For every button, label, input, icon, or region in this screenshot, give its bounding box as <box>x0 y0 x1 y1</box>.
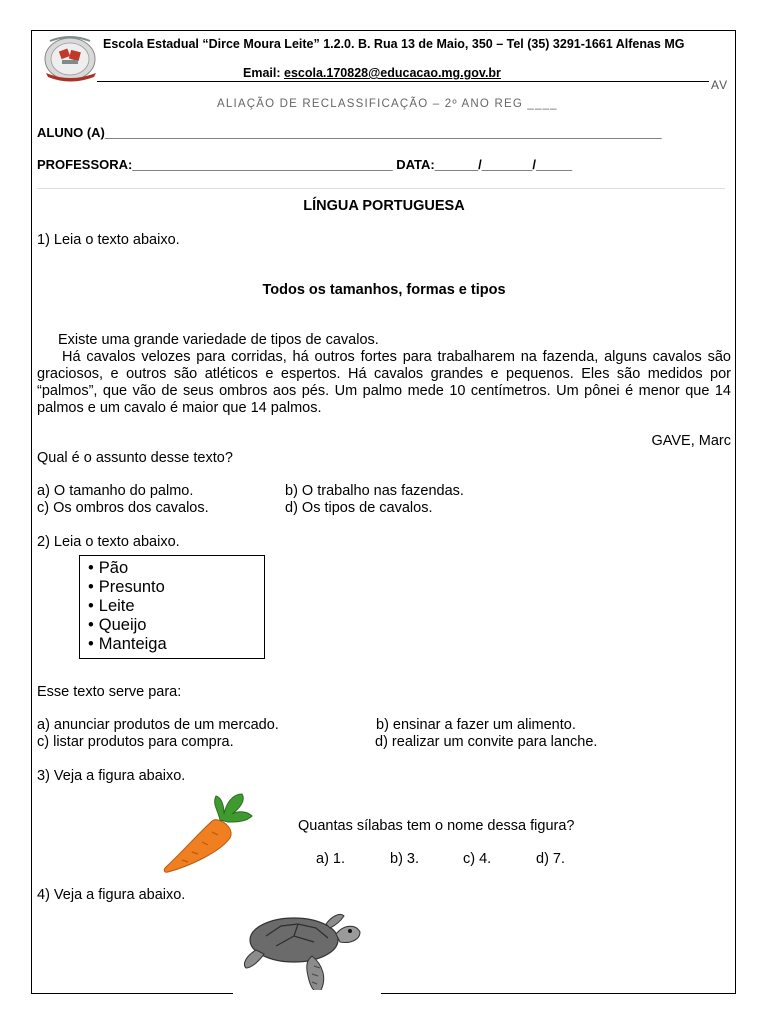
q3-question: Quantas sílabas tem o nome dessa figura? <box>298 818 575 834</box>
q1-prompt: 1) Leia o texto abaixo. <box>37 232 180 248</box>
evaluation-title: ALIAÇÃO DE RECLASSIFICAÇÃO – 2º ANO REG ____ <box>217 98 558 110</box>
q1-option-c[interactable]: c) Os ombros dos cavalos. <box>37 500 209 516</box>
turtle-image <box>236 906 366 996</box>
av-tag: AV <box>711 78 729 92</box>
q1-author: GAVE, Marc <box>651 433 731 449</box>
list-item: • Manteiga <box>88 635 264 654</box>
list-item: • Queijo <box>88 616 264 635</box>
q1-option-a[interactable]: a) O tamanho do palmo. <box>37 483 194 499</box>
q2-option-d[interactable]: d) realizar um convite para lanche. <box>375 734 598 750</box>
q3-option-c[interactable]: c) 4. <box>463 851 492 867</box>
student-line[interactable]: _____________________________________________________________________________ <box>104 125 662 140</box>
image-caption-gap <box>233 990 381 998</box>
q1-paragraph-2: Há cavalos velozes para corridas, há outros fortes para trabalharem na fazenda, alguns cavalos são graciosos, e outros são atléticos e espertos. Há cavalos grandes e pequenos. Eles são medidos por “palmos”, que vão de seus ombros aos pés. Um palmo mede 10 centímetros. Um pônei é menor que 14 palmos e um cavalo é maior que 14 palmos. <box>37 349 731 416</box>
school-info: Escola Estadual “Dirce Moura Leite” 1.2.0. B. Rua 13 de Maio, 350 – Tel (35) 3291-1661 Alfenas MG <box>103 37 685 51</box>
teacher-date-field[interactable] <box>37 157 572 172</box>
student-label: ALUNO (A) <box>37 125 105 140</box>
email-line <box>243 66 501 80</box>
q3-option-d[interactable]: d) 7. <box>536 851 566 867</box>
header-divider <box>97 81 709 82</box>
student-field[interactable] <box>37 125 662 140</box>
section-divider <box>37 188 725 189</box>
school-logo <box>40 33 102 83</box>
list-item: • Presunto <box>88 578 264 597</box>
date-line[interactable]: ______/_______/_____ <box>434 157 573 172</box>
q4-prompt: 4) Veja a figura abaixo. <box>37 887 186 903</box>
email-label: Email: <box>243 66 281 80</box>
carrot-image <box>160 790 255 875</box>
q2-question: Esse texto serve para: <box>37 684 182 700</box>
q1-question: Qual é o assunto desse texto? <box>37 450 233 466</box>
q3-option-a[interactable]: a) 1. <box>316 851 346 867</box>
q3-prompt: 3) Veja a figura abaixo. <box>37 768 186 784</box>
list-item: • Leite <box>88 597 264 616</box>
date-label: DATA: <box>396 157 435 172</box>
q1-option-d[interactable]: d) Os tipos de cavalos. <box>285 500 433 516</box>
q2-prompt: 2) Leia o texto abaixo. <box>37 534 180 550</box>
shopping-list-box <box>79 555 265 659</box>
q2-option-a[interactable]: a) anunciar produtos de um mercado. <box>37 717 279 733</box>
email-link[interactable]: escola.170828@educacao.mg.gov.br <box>284 66 501 80</box>
teacher-line[interactable]: ____________________________________ <box>132 157 393 172</box>
q2-option-b[interactable]: b) ensinar a fazer um alimento. <box>376 717 576 733</box>
q1-text-title: Todos os tamanhos, formas e tipos <box>262 282 506 298</box>
q1-option-b[interactable]: b) O trabalho nas fazendas. <box>285 483 464 499</box>
teacher-label: PROFESSORA: <box>37 157 133 172</box>
q2-option-c[interactable]: c) listar produtos para compra. <box>37 734 234 750</box>
q3-option-b[interactable]: b) 3. <box>390 851 420 867</box>
subject-title: LÍNGUA PORTUGUESA <box>303 198 465 214</box>
list-item: • Pão <box>88 559 264 578</box>
q1-paragraph-1: Existe uma grande variedade de tipos de cavalos. <box>58 332 379 348</box>
